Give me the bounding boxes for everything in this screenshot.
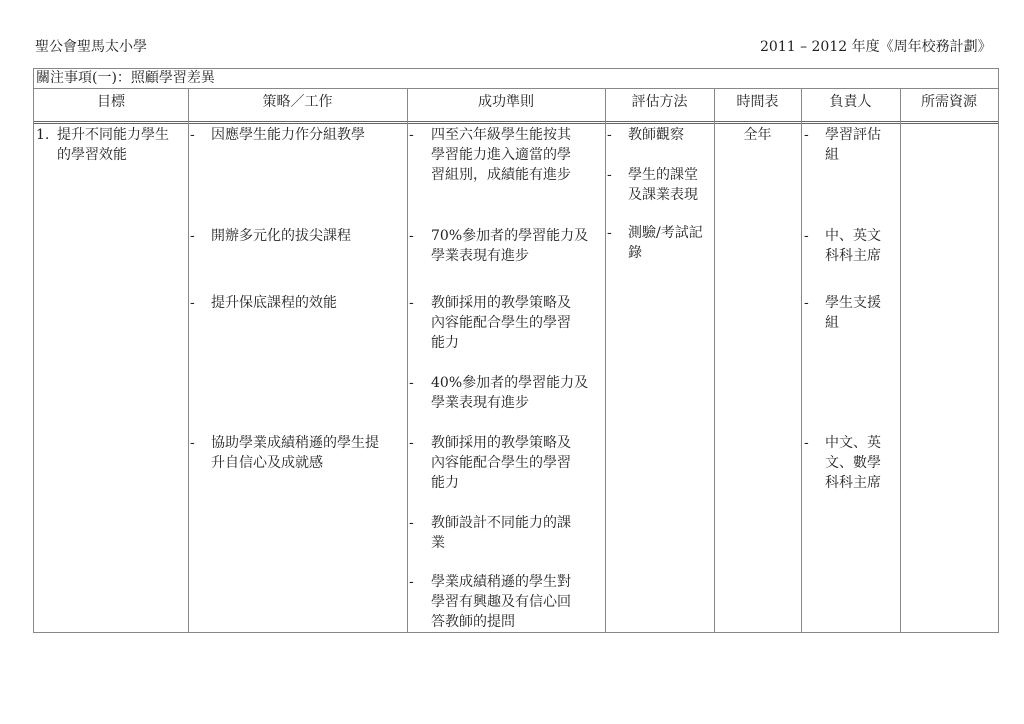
column-header-timeline: 時間表 <box>736 94 779 110</box>
criteria-item: 教師設計不同能力的課 業 <box>431 515 571 551</box>
criteria-bullet: - <box>409 127 414 143</box>
criteria-bullet: - <box>409 515 414 531</box>
evaluation-bullet: - <box>607 127 612 143</box>
column-divider <box>188 89 189 632</box>
evaluation-item: 學生的課堂 及課業表現 <box>628 167 698 203</box>
strategy-bullet: - <box>190 127 195 143</box>
criteria-bullet: - <box>409 375 414 391</box>
column-divider <box>407 89 408 632</box>
timeline-value: 全年 <box>743 127 772 143</box>
criteria-bullet: - <box>409 435 414 451</box>
criteria-item: 四至六年級學生能按其 學習能力進入適當的學 習組別，成績能有進步 <box>431 127 571 183</box>
school-name: 聖公會聖馬太小學 <box>35 39 147 55</box>
criteria-item: 40%參加者的學習能力及 學業表現有進步 <box>431 375 589 411</box>
plan-title: 2011 – 2012 年度《周年校務計劃》 <box>760 39 992 55</box>
responsible-item: 中文、英 文、數學 科科主席 <box>825 435 881 491</box>
goal-text: 提升不同能力學生 的學習效能 <box>57 127 169 163</box>
column-header-resources: 所需資源 <box>921 94 977 110</box>
evaluation-bullet: - <box>607 167 612 183</box>
criteria-item: 教師採用的教學策略及 內容能配合學生的學習 能力 <box>431 435 571 491</box>
strategy-bullet: - <box>190 295 195 311</box>
evaluation-item: 教師觀察 <box>628 127 684 143</box>
column-header-responsible: 負責人 <box>829 94 872 110</box>
responsible-bullet: - <box>804 435 809 451</box>
criteria-item: 70%參加者的學習能力及 學業表現有進步 <box>431 228 589 264</box>
responsible-bullet: - <box>804 127 809 143</box>
criteria-bullet: - <box>409 228 414 244</box>
column-divider <box>714 89 715 632</box>
strategy-bullet: - <box>190 435 195 451</box>
strategy-bullet: - <box>190 228 195 244</box>
strategy-item: 開辦多元化的拔尖課程 <box>211 228 351 244</box>
column-header-evaluation: 評估方法 <box>631 94 688 110</box>
goal-number: 1. <box>36 127 50 143</box>
criteria-item: 學業成績稍遜的學生對 學習有興趣及有信心回 答教師的提問 <box>431 574 571 630</box>
responsible-bullet: - <box>804 228 809 244</box>
evaluation-bullet: - <box>607 225 612 241</box>
evaluation-item: 測驗/考試記 錄 <box>628 225 703 261</box>
column-divider <box>900 89 901 632</box>
strategy-item: 提升保底課程的效能 <box>211 295 337 311</box>
focus-title: 關注事項(一)：照顧學習差異 <box>34 69 998 89</box>
criteria-item: 教師採用的教學策略及 內容能配合學生的學習 能力 <box>431 295 571 351</box>
column-header-row <box>34 89 998 124</box>
criteria-bullet: - <box>409 295 414 311</box>
responsible-item: 學生支援 組 <box>825 295 881 331</box>
strategy-item: 協助學業成績稍遜的學生提 升自信心及成就感 <box>211 435 379 471</box>
responsible-item: 中、英文 科科主席 <box>825 228 881 264</box>
responsible-item: 學習評估 組 <box>825 127 881 163</box>
column-divider <box>801 89 802 632</box>
column-header-criteria: 成功準則 <box>478 94 534 110</box>
criteria-bullet: - <box>409 574 414 590</box>
column-header-strategy: 策略／工作 <box>262 94 333 110</box>
column-header-goal: 目標 <box>97 94 125 110</box>
strategy-item: 因應學生能力作分組教學 <box>211 127 365 143</box>
responsible-bullet: - <box>804 295 809 311</box>
plan-table <box>33 68 999 633</box>
